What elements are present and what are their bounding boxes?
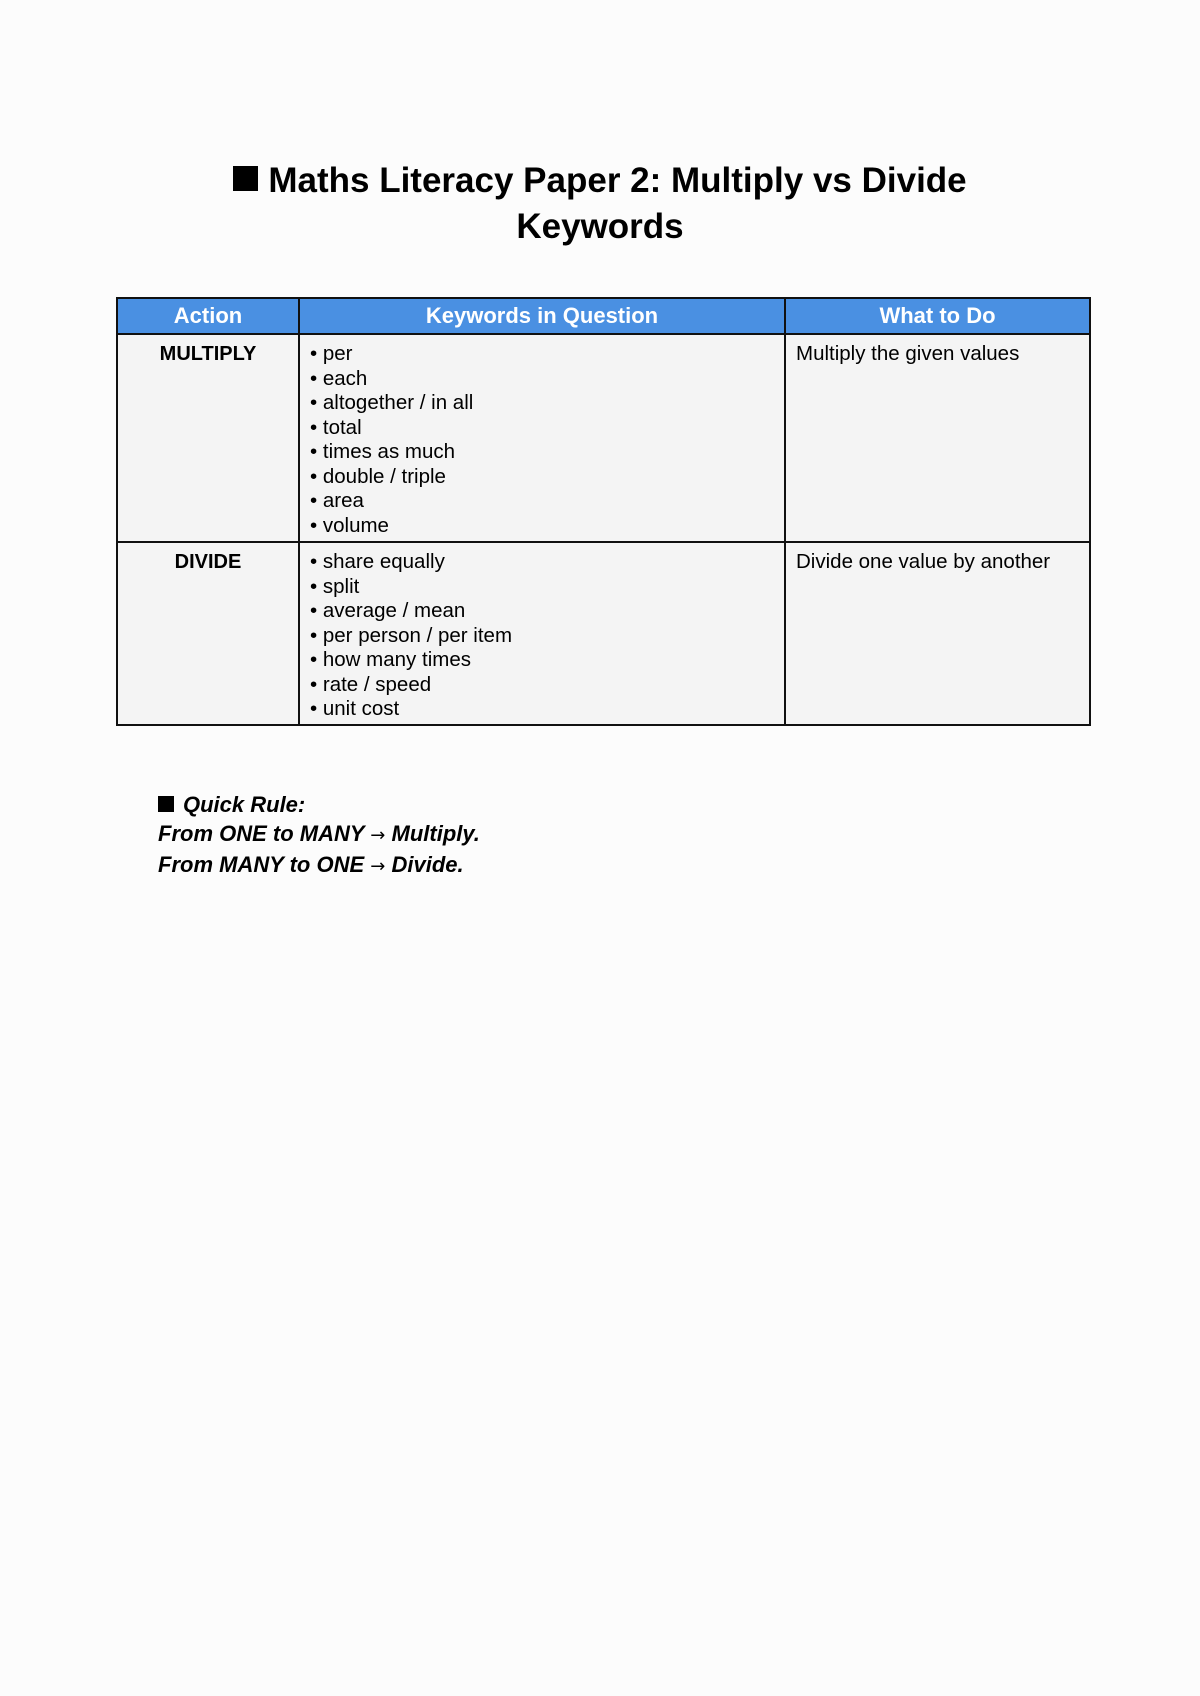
keyword-item: • times as much	[310, 440, 774, 465]
keyword-item: • area	[310, 489, 774, 514]
keyword-item: • per	[310, 342, 774, 367]
keyword-item: • altogether / in all	[310, 391, 774, 416]
what-to-do-cell: Divide one value by another	[785, 542, 1090, 725]
keyword-item: • each	[310, 367, 774, 392]
header-what-to-do: What to Do	[785, 298, 1090, 334]
title-line-2: Keywords	[516, 207, 684, 246]
table-header-row	[117, 298, 1090, 334]
header-keywords: Keywords in Question	[299, 298, 785, 334]
rule-from: From MANY to ONE	[158, 852, 365, 877]
keyword-item: • how many times	[310, 648, 774, 673]
quick-rule-line-2	[158, 850, 480, 881]
keyword-list	[310, 342, 774, 538]
keyword-list	[310, 550, 774, 722]
keyword-item: • rate / speed	[310, 673, 774, 698]
keywords-cell	[299, 334, 785, 542]
table-row-divide	[117, 542, 1090, 725]
rule-to: Divide.	[391, 852, 464, 877]
action-cell: DIVIDE	[117, 542, 299, 725]
arrow-right-icon: →	[370, 856, 386, 877]
keyword-item: • total	[310, 416, 774, 441]
square-bullet-icon	[233, 166, 258, 191]
arrow-right-icon: →	[370, 825, 386, 846]
keywords-cell	[299, 542, 785, 725]
keyword-item: • unit cost	[310, 697, 774, 722]
keyword-item: • share equally	[310, 550, 774, 575]
table-row-multiply	[117, 334, 1090, 542]
action-cell: MULTIPLY	[117, 334, 299, 542]
quick-rule	[158, 790, 480, 881]
keyword-item: • split	[310, 575, 774, 600]
keywords-table	[116, 297, 1091, 726]
rule-from: From ONE to MANY	[158, 821, 365, 846]
square-bullet-icon	[158, 796, 174, 812]
rule-to: Multiply.	[391, 821, 480, 846]
title-line-1: Maths Literacy Paper 2: Multiply vs Divide	[268, 161, 967, 200]
quick-rule-heading-line	[158, 790, 480, 819]
quick-rule-line-1	[158, 819, 480, 850]
header-action: Action	[117, 298, 299, 334]
what-to-do-cell: Multiply the given values	[785, 334, 1090, 542]
keyword-item: • average / mean	[310, 599, 774, 624]
keyword-item: • per person / per item	[310, 624, 774, 649]
page-title	[150, 158, 1050, 250]
keyword-item: • volume	[310, 514, 774, 539]
quick-rule-heading: Quick Rule:	[183, 792, 306, 817]
keyword-item: • double / triple	[310, 465, 774, 490]
